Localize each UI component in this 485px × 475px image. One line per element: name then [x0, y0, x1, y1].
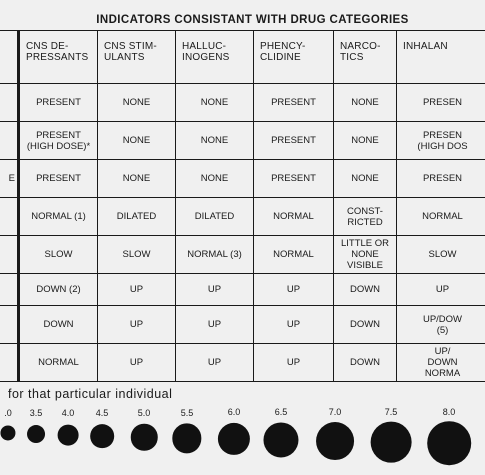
- gauge-label: 5.5: [180, 407, 194, 418]
- table-cell: NONE: [176, 84, 254, 122]
- gauge-label: 7.0: [328, 407, 342, 418]
- gauge-label: 4.0: [61, 407, 75, 418]
- table-cell: UP: [254, 344, 334, 382]
- table-cell: SLOW: [397, 236, 485, 274]
- table-cell: SLOW: [98, 236, 176, 274]
- table-cell: SLOW: [19, 236, 98, 274]
- row-label: [0, 274, 19, 306]
- table-cell: NONE: [334, 122, 397, 160]
- table-cell: UP/ DOWN NORMA: [397, 344, 485, 382]
- table-cell: NONE: [98, 160, 176, 198]
- row-label: [0, 84, 19, 122]
- table-cell: LITTLE OR NONE VISIBLE: [334, 236, 397, 274]
- table-cell: PRESENT: [254, 122, 334, 160]
- row-label: [0, 236, 19, 274]
- row-label: [0, 122, 19, 160]
- table-cell: UP: [98, 274, 176, 306]
- table-row: [0, 160, 485, 198]
- table-cell: UP: [176, 344, 254, 382]
- column-header-phencyclidine: PHENCY- CLIDINE: [254, 31, 334, 84]
- table-cell: DOWN: [19, 306, 98, 344]
- row-label: [0, 344, 19, 382]
- pupil-size-dot: [172, 424, 201, 453]
- gauge-label: 8.0: [442, 406, 456, 417]
- gauge-label: 5.0: [137, 407, 151, 418]
- pupil-size-dot: [316, 422, 354, 460]
- table-cell: PRESENT: [254, 160, 334, 198]
- column-header-label: [0, 31, 19, 84]
- table-cell: NORMAL (3): [176, 236, 254, 274]
- pupil-size-dot: [0, 426, 15, 441]
- table-cell: PRESENT (HIGH DOSE)*: [19, 122, 98, 160]
- table-row: [0, 236, 485, 274]
- header-row: [0, 31, 485, 84]
- table-cell: UP: [176, 306, 254, 344]
- column-header-narcotics: NARCO- TICS: [334, 31, 397, 84]
- table-cell: NONE: [176, 160, 254, 198]
- table-cell: UP: [98, 306, 176, 344]
- table-cell: NONE: [98, 122, 176, 160]
- table-cell: UP: [254, 274, 334, 306]
- indicator-table: [0, 30, 485, 382]
- table-cell: DOWN: [334, 274, 397, 306]
- table-cell: DOWN: [334, 306, 397, 344]
- gauge-caption: for that particular individual: [8, 387, 173, 401]
- pupil-size-dot: [371, 422, 412, 463]
- table-cell: PRESEN (HIGH DOS: [397, 122, 485, 160]
- column-header-cns-stimulants: CNS STIM- ULANTS: [98, 31, 176, 84]
- table-row: [0, 84, 485, 122]
- pupil-size-dot: [263, 423, 298, 458]
- row-label: E: [0, 160, 19, 198]
- table-cell: UP: [176, 274, 254, 306]
- table-cell: PRESEN: [397, 84, 485, 122]
- table-row: [0, 274, 485, 306]
- table-cell: DILATED: [176, 198, 254, 236]
- table-cell: PRESENT: [19, 84, 98, 122]
- table-cell: NORMAL: [397, 198, 485, 236]
- table-cell: PRESENT: [19, 160, 98, 198]
- gauge-label: 6.0: [227, 407, 241, 418]
- table-cell: NONE: [98, 84, 176, 122]
- table-cell: NONE: [334, 160, 397, 198]
- table-row: [0, 198, 485, 236]
- table-cell: DOWN: [334, 344, 397, 382]
- table-cell: NORMAL: [19, 344, 98, 382]
- pupil-size-dot: [58, 425, 79, 446]
- gauge-label: 6.5: [274, 407, 288, 418]
- row-label: [0, 198, 19, 236]
- table-cell: NORMAL (1): [19, 198, 98, 236]
- pupil-size-dot: [27, 425, 45, 443]
- table-row: [0, 344, 485, 382]
- table-cell: UP: [397, 274, 485, 306]
- column-header-cns-depressants: CNS DE- PRESSANTS: [19, 31, 98, 84]
- pupil-size-dot: [218, 423, 250, 455]
- table-cell: PRESENT: [254, 84, 334, 122]
- table-cell: UP: [98, 344, 176, 382]
- table-cell: DILATED: [98, 198, 176, 236]
- table-cell: UP: [254, 306, 334, 344]
- row-label: [0, 306, 19, 344]
- gauge-label: 3.5: [29, 408, 43, 419]
- table-cell: PRESEN: [397, 160, 485, 198]
- table-row: [0, 306, 485, 344]
- table-cell: UP/DOW (5): [397, 306, 485, 344]
- table-cell: NONE: [176, 122, 254, 160]
- table-cell: NORMAL: [254, 236, 334, 274]
- card-title: INDICATORS CONSISTANT WITH DRUG CATEGORIES: [96, 14, 409, 26]
- gauge-label: 4.5: [95, 407, 109, 418]
- pupil-size-dot: [90, 424, 114, 448]
- gauge-label: .0: [4, 408, 12, 419]
- table-cell: NONE: [334, 84, 397, 122]
- pupil-size-dot: [427, 421, 471, 465]
- table-cell: DOWN (2): [19, 274, 98, 306]
- table-cell: CONST- RICTED: [334, 198, 397, 236]
- table-cell: NORMAL: [254, 198, 334, 236]
- column-header-hallucinogens: HALLUC- INOGENS: [176, 31, 254, 84]
- gauge-label: 7.5: [384, 406, 398, 417]
- column-header-inhalants: INHALAN: [397, 31, 485, 84]
- table-row: [0, 122, 485, 160]
- pupil-size-dot: [131, 424, 158, 451]
